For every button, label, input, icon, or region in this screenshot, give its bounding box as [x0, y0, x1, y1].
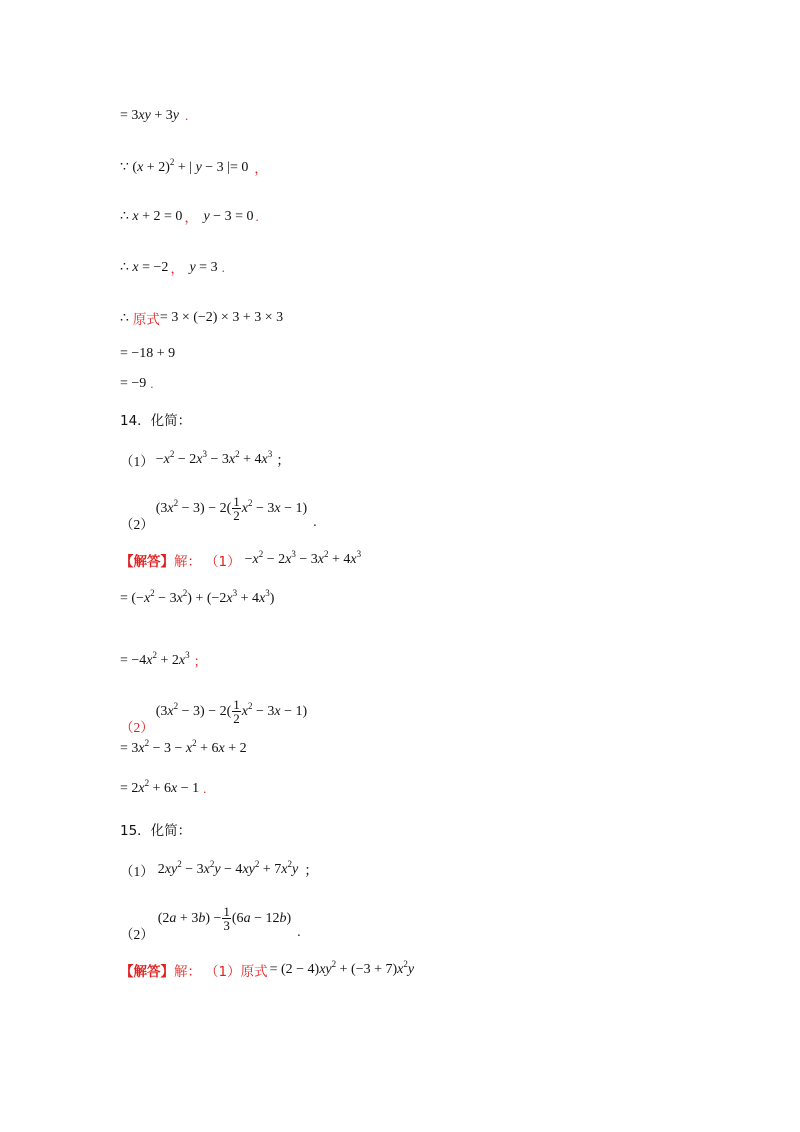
result-line: = −9 . — [120, 376, 154, 391]
condition-line: ∵ $(x + 2)^2$ + | y − 3 |= 0 ， — [120, 157, 268, 176]
problem-15-answer-line: 【解答】 解： （1） 原式 = $(2 - 4)xy^2 + (-3 + 7)x^2y$ — [120, 959, 415, 980]
problem-14-part-1: （1） $-x^2 - 2x^3 - 3x^2 + 4x^3$ ； — [120, 449, 291, 469]
problem-14-answer-line: 【解答】 解： （1） $-x^2 - 2x^3 - 3x^2 + 4x^3$ — [120, 549, 362, 570]
problem-14-heading: 14．化简： — [120, 413, 192, 429]
substitution-line: ∴ 原式 = 3 × (−2) × 3 + 3 × 3 — [120, 310, 284, 327]
problem-15-heading: 15．化简： — [120, 823, 192, 839]
problem-14-step-3: = $3x^2 - 3 - x^2 + 6x + 2$ — [120, 738, 247, 756]
answer-tag: 【解答】 — [120, 964, 174, 980]
step-line-6: = −18 + 9 — [120, 346, 176, 361]
therefore-line-2: ∴ x = −2 ， y = 3 . — [120, 259, 225, 276]
answer-tag: 【解答】 — [120, 554, 174, 570]
problem-15-part-2: （2） (2a + 3b) − $\frac{1}{3}$ (6a − 12b) . — [120, 904, 301, 942]
problem-14-step-2: = $-4x^2 + 2x^3$ ； — [120, 649, 207, 669]
problem-14-step-4: = $2x^2 + 6x - 1$ . — [120, 778, 207, 796]
problem-14-part-2-answer: （2） $(3x^2 - 3) - 2$( $\frac{1}{2}$ $x^2 - 3x - 1$) — [120, 697, 308, 735]
problem-14-part-2: （2） $(3x^2 - 3) - 2$( $\frac{1}{2}$ $x^2 - 3x - 1$) . — [120, 494, 317, 532]
problem-15-part-1: （1） $2xy^2 - 3x^2y - 4xy^2 + 7x^2y$ ； — [120, 859, 319, 879]
step-line-1: = 3xy + 3y . — [120, 108, 189, 123]
problem-14-step-1: = $(-x^2 - 3x^2) + (-2x^3 + 4x^3)$ — [120, 588, 275, 606]
therefore-line-1: ∴ x + 2 = 0 ， y − 3 = 0 . — [120, 208, 259, 225]
original-expression-label: 原式 — [132, 312, 160, 327]
